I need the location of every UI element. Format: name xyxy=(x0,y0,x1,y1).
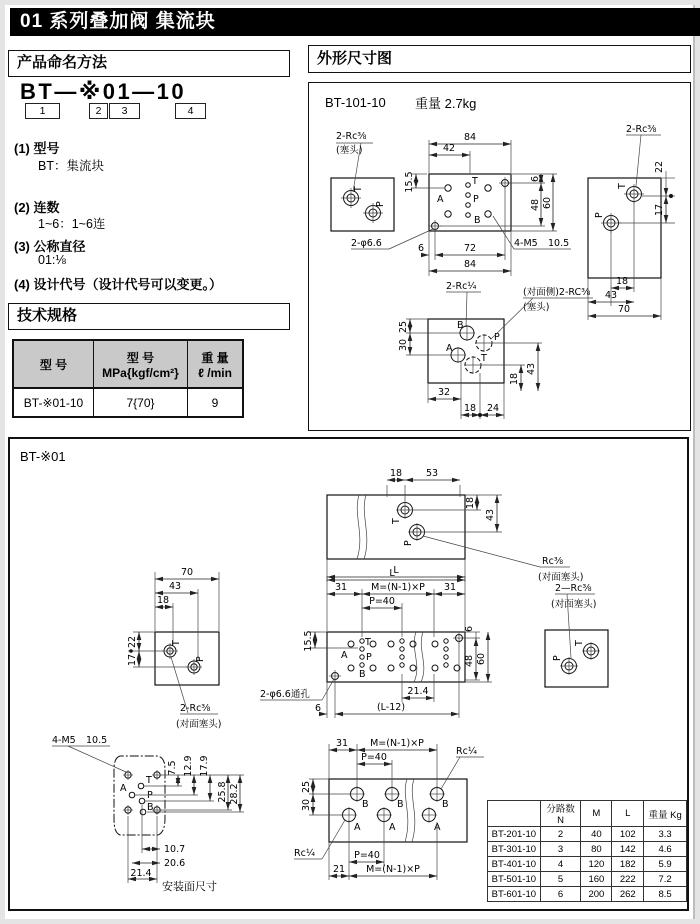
port-label: B xyxy=(442,799,449,810)
port-label: B xyxy=(474,215,481,226)
dim-label: 22 xyxy=(654,160,665,174)
dim-label: P=40 xyxy=(354,850,380,861)
dim-label: 7.5 xyxy=(167,760,178,776)
spec-col-model: 型 号 xyxy=(13,340,94,388)
dim-label: 31 xyxy=(443,582,457,593)
dim-label: 17.9 xyxy=(199,755,210,777)
naming-item-1-desc: BT：集流块 xyxy=(38,159,104,173)
bt01-right-side-view xyxy=(545,583,608,687)
port-label: T xyxy=(353,186,364,192)
naming-section-title xyxy=(8,50,290,77)
spec-header-row xyxy=(13,340,243,388)
dim-label: 70 xyxy=(180,567,194,578)
table-row: BT-301-10 3 80 142 4.6 xyxy=(488,842,687,857)
bt101-right-side-view xyxy=(588,124,675,320)
bt01-mounting-face-view xyxy=(52,735,244,893)
dim-label: 6 xyxy=(464,625,475,633)
bt101-bottom-view xyxy=(398,281,593,419)
bt101-model-label: BT-101-10 xyxy=(325,95,386,110)
table-row: BT-601-10 6 200 262 8.5 xyxy=(488,887,687,902)
port-label: T xyxy=(574,640,585,646)
dim-label: 70 xyxy=(617,304,631,315)
dim-label: 42 xyxy=(442,143,456,154)
port-label: B xyxy=(457,320,464,331)
spec-data-row xyxy=(13,388,243,417)
dim-label: 15.5 xyxy=(303,630,314,652)
code-box-3: 3 xyxy=(109,103,140,119)
leader-label: 2-φ6.6 xyxy=(351,238,382,249)
dim-label: 43 xyxy=(485,508,496,522)
bt01-top-face-view xyxy=(327,468,583,583)
port-label: T xyxy=(391,518,402,524)
caption: 安装面尺寸 xyxy=(162,880,217,893)
dim-label: P=40 xyxy=(369,596,395,607)
spec-flow-value: 9 xyxy=(188,388,244,417)
bt01-title: BT-※01 xyxy=(20,449,66,464)
bt01-drawing-box xyxy=(8,437,689,911)
naming-item-4-label: (4) 设计代号（设计代号可以变更。） xyxy=(14,277,223,292)
dim-label: 18 xyxy=(615,276,629,287)
size-col-m: M xyxy=(581,801,612,827)
naming-title-text: 产品命名方法 xyxy=(17,54,108,71)
dim-label: 18 xyxy=(156,595,170,606)
dim-label: 60 xyxy=(476,652,487,666)
dim-label: 24 xyxy=(486,403,500,414)
port-label: T xyxy=(481,353,487,364)
bt01-bottom-view xyxy=(294,738,484,880)
port-label: P xyxy=(403,540,414,546)
port-label: T xyxy=(617,183,628,189)
dim-label: 12.9 xyxy=(183,755,194,777)
naming-item-3-desc: 01:⅛ xyxy=(38,253,66,267)
dim-label: 10.7 xyxy=(164,844,186,855)
model-cell: BT-201-10 xyxy=(488,827,541,842)
size-col-blank xyxy=(488,801,541,827)
dim-label: 6 xyxy=(530,175,541,183)
dim-label: 48 xyxy=(464,654,475,668)
leader-label: Rc¼ xyxy=(294,848,316,859)
dim-label: 28.2 xyxy=(229,783,240,805)
leader-label: 2-Rc⅜ xyxy=(336,131,367,142)
leader-label: 4-M5 xyxy=(52,735,76,746)
dim-label: 18 xyxy=(463,403,477,414)
port-label: P xyxy=(552,655,563,661)
dim-label: 43 xyxy=(604,290,618,301)
dim-label: (L-12) xyxy=(376,702,406,713)
model-code: BT—※01—10 xyxy=(20,79,187,104)
outline-section-title xyxy=(308,45,691,73)
dim-label: 20.6 xyxy=(164,858,186,869)
dim-label: M=(N-1)×P xyxy=(370,738,424,749)
dim-label: L xyxy=(393,565,399,576)
port-label: A xyxy=(434,822,441,833)
spec-model-value: BT-※01-10 xyxy=(13,388,94,417)
port-label: A xyxy=(446,343,453,354)
specs-section-title xyxy=(8,303,290,330)
bt101-drawing-box xyxy=(308,82,691,431)
port-label: B xyxy=(362,799,369,810)
dim-label: 21.4 xyxy=(130,868,152,879)
dim-label: 18 xyxy=(465,496,476,510)
leader-label: 2-Rc⅜ xyxy=(180,703,211,714)
dim-label: 25.8 xyxy=(217,781,228,803)
dim-label: 43 xyxy=(526,362,537,376)
spec-pressure-value: 7{70} xyxy=(94,388,188,417)
leader-label: (对面侧)2-RC⅜ xyxy=(523,287,591,298)
dim-label: 6 xyxy=(417,243,425,254)
spec-table xyxy=(12,339,244,418)
leader-label: 2—Rc⅜ xyxy=(555,583,592,594)
port-label: P xyxy=(366,652,372,663)
port-label: T xyxy=(171,640,182,646)
leader-label: 10.5 xyxy=(548,238,570,249)
dim-label: 43 xyxy=(168,581,182,592)
port-label: T xyxy=(472,176,478,187)
port-label: T xyxy=(365,637,371,648)
code-box-4: 4 xyxy=(175,103,206,119)
leader-label: (塞头) xyxy=(523,302,550,313)
leader-label: Rc⅜ xyxy=(542,556,564,567)
dim-label: 25 xyxy=(301,780,312,794)
naming-item-2-label: (2) 连数 xyxy=(14,200,60,215)
size-col-n: 分路数 N xyxy=(540,801,581,827)
bt101-weight-label: 重量 2.7kg xyxy=(415,96,477,111)
port-label: A xyxy=(341,650,348,661)
bt01-side-view xyxy=(127,567,221,730)
dim-label: 18 xyxy=(509,372,520,386)
dim-label: 17 xyxy=(127,653,138,667)
size-table-header-row xyxy=(488,801,687,827)
port-label: P xyxy=(594,212,605,218)
dim-label: 53 xyxy=(425,468,439,479)
dim-label: 17 xyxy=(654,203,665,217)
size-col-weight: 重量 Kg xyxy=(644,801,687,827)
model-cell: BT-301-10 xyxy=(488,842,541,857)
port-label: A xyxy=(389,822,396,833)
leader-label: (对面塞头) xyxy=(551,599,597,610)
dim-label: M=(N-1)×P xyxy=(371,582,425,593)
size-col-l: L xyxy=(612,801,644,827)
naming-item-3-label: (3) 公称直径 xyxy=(14,239,86,254)
dim-label: 22 xyxy=(127,635,138,649)
dim-label: 84 xyxy=(463,259,477,270)
leader-label: 10.5 xyxy=(86,735,108,746)
leader-label: 4-M5 xyxy=(514,238,538,249)
leader-label: Rc¼ xyxy=(456,746,478,757)
dim-label: M=(N-1)×P xyxy=(366,864,420,875)
model-cell: BT-501-10 xyxy=(488,872,541,887)
dim-label: L xyxy=(389,568,395,579)
port-label: A xyxy=(120,783,127,794)
dim-label: 31 xyxy=(334,582,348,593)
port-label: P xyxy=(147,790,153,801)
port-label: P xyxy=(494,332,500,343)
port-label: P xyxy=(195,656,206,662)
dim-label: 30 xyxy=(398,338,409,352)
size-table xyxy=(487,800,687,902)
spec-col-flow: 重 量 ℓ /min xyxy=(188,340,244,388)
outline-title-text: 外形尺寸图 xyxy=(317,50,393,67)
dim-label: 21.4 xyxy=(407,686,429,697)
leader-label: 2-Rc⅜ xyxy=(626,124,657,135)
dim-label: 72 xyxy=(463,243,477,254)
bt101-dimension-drawing xyxy=(309,83,689,429)
dim-label: 15.5 xyxy=(404,171,415,193)
port-label: T xyxy=(146,775,152,786)
bt101-side-view xyxy=(331,131,394,231)
code-box-1: 1 xyxy=(25,103,60,119)
port-label: B xyxy=(397,799,404,810)
dim-label: 30 xyxy=(301,798,312,812)
naming-item-1-label: (1) 型号 xyxy=(14,141,60,156)
port-label: A xyxy=(354,822,361,833)
leader-label: (塞头) xyxy=(336,145,363,156)
port-label: A xyxy=(437,194,444,205)
table-row: BT-401-10 4 120 182 5.9 xyxy=(488,857,687,872)
table-row: BT-501-10 5 160 222 7.2 xyxy=(488,872,687,887)
dim-label: 31 xyxy=(335,738,349,749)
model-cell: BT-601-10 xyxy=(488,887,541,902)
dim-label: 32 xyxy=(437,387,451,398)
port-label: P xyxy=(473,194,479,205)
dim-label: 60 xyxy=(542,196,553,210)
leader-label: (对面塞头) xyxy=(176,719,222,730)
bt01-front-view xyxy=(260,568,492,718)
spec-col-pressure: 型 号 MPa{kgf/cm²} xyxy=(94,340,188,388)
leader-label: 2-φ6.6通孔 xyxy=(260,689,310,700)
dim-label: P=40 xyxy=(361,752,387,763)
port-label: P xyxy=(375,201,386,207)
leader-label: (对面塞头) xyxy=(538,572,584,583)
specs-title-text: 技术规格 xyxy=(17,307,78,324)
port-label: B xyxy=(359,669,366,680)
naming-item-2-desc: 1~6：1~6连 xyxy=(38,217,106,231)
dim-label: 18 xyxy=(389,468,403,479)
code-box-2: 2 xyxy=(89,103,108,119)
dim-label: 6 xyxy=(314,703,322,714)
port-label: B xyxy=(147,802,154,813)
model-cell: BT-401-10 xyxy=(488,857,541,872)
dim-label: 21 xyxy=(332,864,346,875)
page-title: 01 系列叠加阀 集流块 xyxy=(20,11,216,32)
page-title-bar xyxy=(10,8,700,36)
dim-label: 84 xyxy=(463,132,477,143)
table-row: BT-201-10 2 40 102 3.3 xyxy=(488,827,687,842)
leader-label: 2-Rc¼ xyxy=(446,281,477,292)
dim-label: 25 xyxy=(398,320,409,334)
dim-label: 48 xyxy=(530,198,541,212)
